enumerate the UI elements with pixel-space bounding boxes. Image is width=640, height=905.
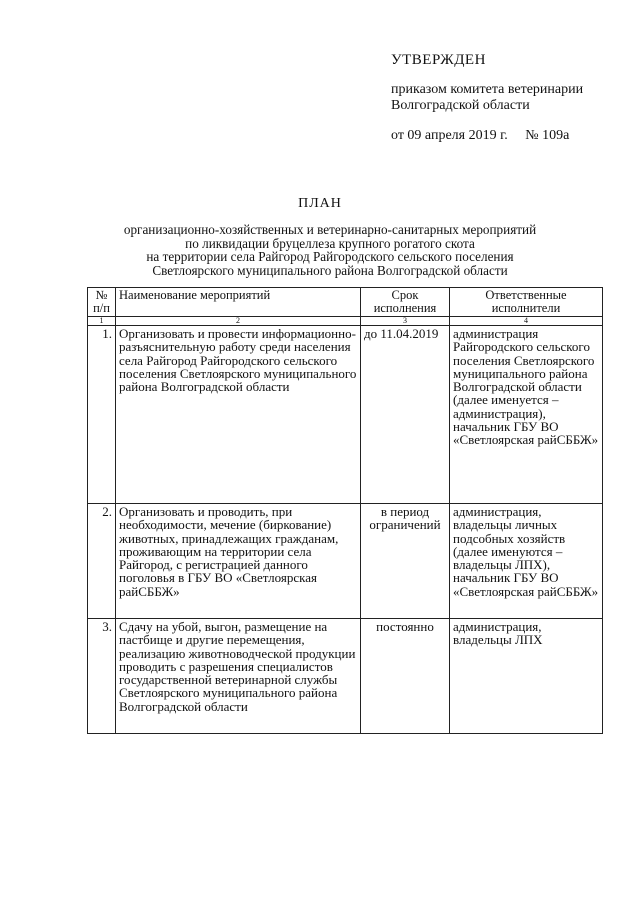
header-num: № п/п [88,288,116,317]
row-name: Организовать и провести информационно-разъяснительную работу среди населения села Райгород Райгородского сельского поселения Светлоярского муниципального района Волгоградской области [116,326,361,504]
row-resp: администрация, владельцы ЛПХ [450,619,603,734]
row-resp: администрация, владельцы личных подсобных хозяйств (далее именуются – владельцы ЛПХ), начальник ГБУ ВО «Светлоярская райСББЖ» [450,504,603,619]
plan-subtitle-line: Светлоярского муниципального района Волгоградской области [152,262,508,278]
plan-subtitle-line: на территории села Райгород Райгородского сельского поселения [146,249,514,265]
order-line-1: приказом комитета ветеринарии [391,82,584,97]
table-row [88,504,603,619]
plan-subtitle-line: организационно-хозяйственных и ветеринарно-санитарных мероприятий [123,222,537,237]
measures-table [87,287,603,734]
row-num: 1. [88,326,116,504]
row-name: Организовать и проводить, при необходимости, мечение (биркование) животных, принадлежащих гражданам, проживающим на территории села Райгород, с регистрацией данного поголовья в ГБУ ВО «Светлоярская райСББЖ» [116,504,361,619]
order-date-line [391,128,631,144]
table-row [88,326,603,504]
header-name: Наименование мероприятий [116,288,361,317]
row-term: до 11.04.2019 [361,326,450,504]
header-resp: Ответственные исполнители [450,288,603,317]
row-term: в период ограничений [361,504,450,619]
column-number: 3 [361,317,450,326]
order-number: № 109а [525,128,570,143]
row-num: 3. [88,619,116,734]
header-term: Срок исполнения [361,288,450,317]
row-term: постоянно [361,619,450,734]
order-line-2: Волгоградской области [391,98,530,113]
column-number: 1 [88,317,116,326]
plan-subtitle [100,223,560,277]
order-reference [391,82,631,114]
row-name: Сдачу на убой, выгон, размещение на пастбище и другие перемещения, реализацию животноводческой продукции проводить с разрешения специалистов государственной ветеринарной службы Светлоярского муниципального района Волгоградской области [116,619,361,734]
row-resp: администрация Райгородского сельского поселения Светлоярского муниципального района Волгоградской области (далее именуется – администрация), начальник ГБУ ВО «Светлоярская райСББЖ» [450,326,603,504]
column-number: 4 [450,317,603,326]
column-number-row [88,317,603,326]
table-header-row [88,288,603,317]
order-date: от 09 апреля 2019 г. [391,128,508,143]
table-row [88,619,603,734]
row-num: 2. [88,504,116,619]
plan-subtitle-line: по ликвидации бруцеллеза крупного рогатого скота [185,235,475,251]
approved-heading: УТВЕРЖДЕН [391,52,486,68]
approval-block [391,52,631,144]
plan-title: ПЛАН [298,196,342,211]
column-number: 2 [116,317,361,326]
